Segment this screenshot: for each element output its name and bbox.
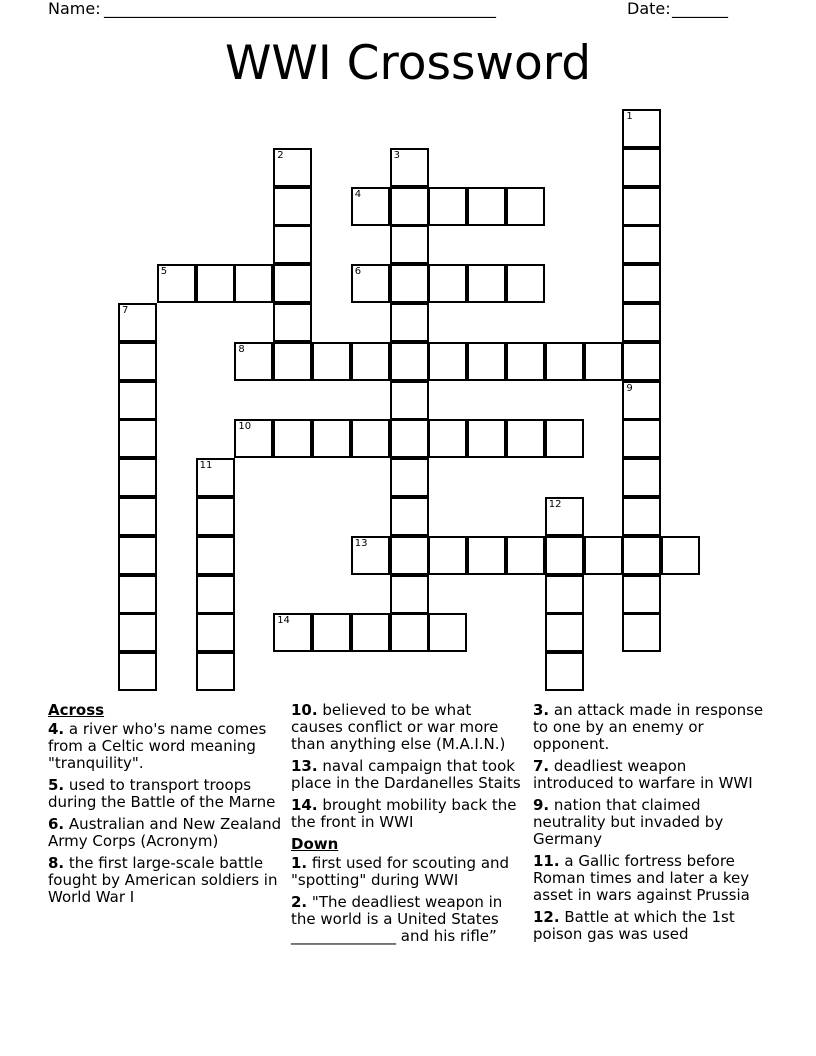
grid-cell[interactable] <box>622 613 661 652</box>
clue-item <box>533 797 768 848</box>
grid-cell[interactable] <box>390 536 429 575</box>
clue-text: Australian and New Zealand Army Corps (Acronym) <box>48 815 282 850</box>
grid-cell[interactable] <box>118 613 157 652</box>
grid-cell[interactable] <box>390 225 429 264</box>
grid-cell[interactable] <box>390 419 429 458</box>
grid-cell[interactable] <box>390 264 429 303</box>
grid-cell[interactable] <box>390 381 429 420</box>
grid-cell[interactable] <box>390 497 429 536</box>
cell-number: 5 <box>160 266 168 278</box>
clue-text: an attack made in response to one by an enemy or opponent. <box>533 701 764 753</box>
grid-cell[interactable] <box>234 342 273 381</box>
cell-number: 1 <box>626 111 633 122</box>
cell-number: 12 <box>548 499 562 510</box>
cell-number: 13 <box>354 537 368 549</box>
cell-number: 6 <box>354 266 362 278</box>
grid-cell[interactable] <box>622 536 661 575</box>
grid-cell[interactable] <box>428 342 467 381</box>
grid-cell[interactable] <box>428 613 467 652</box>
grid-cell[interactable] <box>196 575 235 614</box>
clue-item <box>48 855 283 906</box>
grid-cell[interactable] <box>312 613 351 652</box>
grid-cell[interactable] <box>390 613 429 652</box>
grid-cell[interactable] <box>622 109 661 148</box>
grid-cell[interactable] <box>351 264 390 303</box>
date-label: Date: <box>627 0 671 18</box>
grid-cell[interactable] <box>545 497 584 536</box>
clue-text: first used for scouting and "spotting" during WWI <box>291 854 510 889</box>
grid-cell[interactable] <box>390 575 429 614</box>
clue-text: "The deadliest weapon in the world is a United States ______________ and his rifle” <box>291 893 503 945</box>
clue-text: nation that claimed neutrality but invaded by Germany <box>533 796 724 848</box>
clue-item <box>533 909 768 943</box>
clue-number: 12. <box>533 908 560 926</box>
grid-cell[interactable] <box>622 342 661 381</box>
grid-cell[interactable] <box>157 264 196 303</box>
grid-cell[interactable] <box>118 342 157 381</box>
grid-cell[interactable] <box>584 536 623 575</box>
clue-item <box>48 816 283 850</box>
clue-text: the first large-scale battle fought by American soldiers in World War I <box>48 854 278 906</box>
clue-item <box>291 758 527 792</box>
clue-text: Battle at which the 1st poison gas was used <box>533 908 735 943</box>
grid-cell[interactable] <box>661 536 700 575</box>
grid-cell[interactable] <box>196 536 235 575</box>
page-title: WWI Crossword <box>224 36 592 91</box>
cell-number: 2 <box>277 149 284 161</box>
clue-text: deadliest weapon introduced to warfare in WWI <box>533 757 753 792</box>
grid-cell[interactable] <box>467 536 506 575</box>
grid-cell[interactable] <box>118 536 157 575</box>
clue-text: a river who's name comes from a Celtic word meaning "tranquility". <box>48 720 267 772</box>
grid-cell[interactable] <box>273 342 312 381</box>
clues-column-1 <box>48 702 283 911</box>
name-label: Name: <box>48 0 101 18</box>
grid-cell[interactable] <box>622 497 661 536</box>
clue-number: 13. <box>291 757 318 775</box>
clue-number: 5. <box>48 776 65 794</box>
grid-cell[interactable] <box>196 613 235 652</box>
grid-cell[interactable] <box>428 187 467 226</box>
grid-cell[interactable] <box>506 187 545 226</box>
cell-number: 8 <box>238 343 245 355</box>
grid-cell[interactable] <box>467 187 506 226</box>
clue-item <box>291 797 527 831</box>
grid-cell[interactable] <box>622 187 661 226</box>
grid-cell[interactable] <box>118 652 157 691</box>
down-heading: Down <box>291 835 339 853</box>
cell-number: 3 <box>393 149 400 161</box>
clue-item <box>48 721 283 772</box>
clue-number: 4. <box>48 720 65 738</box>
grid-cell[interactable] <box>118 497 157 536</box>
grid-cell[interactable] <box>273 419 312 458</box>
grid-cell[interactable] <box>118 575 157 614</box>
name-blank[interactable]: _________________________________________________ <box>104 0 496 18</box>
clue-number: 11. <box>533 852 560 870</box>
clue-number: 1. <box>291 854 308 872</box>
grid-cell[interactable] <box>622 419 661 458</box>
cell-number: 4 <box>354 188 362 200</box>
grid-cell[interactable] <box>390 303 429 342</box>
grid-cell[interactable] <box>584 342 623 381</box>
grid-cell[interactable] <box>545 419 584 458</box>
clue-text: a Gallic fortress before Roman times and later a key asset in wars against Prussia <box>533 852 750 904</box>
grid-cell[interactable] <box>622 381 661 420</box>
grid-cell[interactable] <box>196 264 235 303</box>
clue-number: 10. <box>291 701 318 719</box>
cell-number: 10 <box>238 421 252 433</box>
grid-cell[interactable] <box>312 419 351 458</box>
clue-number: 9. <box>533 796 550 814</box>
grid-cell[interactable] <box>351 187 390 226</box>
grid-cell[interactable] <box>118 381 157 420</box>
grid-cell[interactable] <box>506 536 545 575</box>
grid-cell[interactable] <box>196 652 235 691</box>
cell-number: 11 <box>199 460 213 472</box>
grid-cell[interactable] <box>390 458 429 497</box>
clue-item <box>291 702 527 753</box>
clue-text: brought mobility back the the front in WWI <box>291 796 517 831</box>
grid-cell[interactable] <box>351 342 390 381</box>
grid-cell[interactable] <box>390 148 429 187</box>
grid-cell[interactable] <box>234 264 273 303</box>
grid-cell[interactable] <box>545 575 584 614</box>
clue-number: 3. <box>533 701 550 719</box>
grid-cell[interactable] <box>545 342 584 381</box>
grid-cell[interactable] <box>118 303 157 342</box>
grid-cell[interactable] <box>545 536 584 575</box>
grid-cell[interactable] <box>467 419 506 458</box>
clue-number: 8. <box>48 854 65 872</box>
grid-cell[interactable] <box>622 575 661 614</box>
grid-cell[interactable] <box>545 652 584 691</box>
grid-cell[interactable] <box>467 342 506 381</box>
clue-text: naval campaign that took place in the Dardanelles Staits <box>291 757 521 792</box>
grid-cell[interactable] <box>273 148 312 187</box>
clue-item <box>533 758 768 792</box>
grid-cell[interactable] <box>506 419 545 458</box>
grid-cell[interactable] <box>428 536 467 575</box>
grid-cell[interactable] <box>351 419 390 458</box>
clue-item <box>291 894 527 945</box>
cell-number: 7 <box>122 305 129 316</box>
grid-cell[interactable] <box>390 342 429 381</box>
clue-item <box>48 777 283 811</box>
grid-cell[interactable] <box>273 187 312 226</box>
grid-cell[interactable] <box>390 187 429 226</box>
grid-cell[interactable] <box>545 613 584 652</box>
grid-cell[interactable] <box>428 264 467 303</box>
across-heading: Across <box>48 701 105 719</box>
grid-cell[interactable] <box>196 497 235 536</box>
clue-number: 2. <box>291 893 308 911</box>
grid-cell[interactable] <box>118 419 157 458</box>
grid-cell[interactable] <box>622 458 661 497</box>
grid-cell[interactable] <box>196 458 235 497</box>
grid-cell[interactable] <box>622 148 661 187</box>
grid-cell[interactable] <box>273 303 312 342</box>
cell-number: 14 <box>277 615 290 627</box>
grid-cell[interactable] <box>428 419 467 458</box>
clues-column-2 <box>291 702 527 950</box>
grid-cell[interactable] <box>234 419 273 458</box>
grid-cell[interactable] <box>506 342 545 381</box>
clue-number: 6. <box>48 815 65 833</box>
clue-item <box>291 855 527 889</box>
cell-number: 9 <box>626 382 633 394</box>
grid-cell[interactable] <box>351 613 390 652</box>
clue-item <box>533 702 768 753</box>
grid-cell[interactable] <box>273 264 312 303</box>
clue-text: believed to be what causes conflict or war more than anything else (M.A.I.N.) <box>291 701 506 753</box>
grid-cell[interactable] <box>622 264 661 303</box>
clues-column-3 <box>533 702 768 948</box>
grid-cell[interactable] <box>312 342 351 381</box>
grid-cell[interactable] <box>467 264 506 303</box>
grid-cell[interactable] <box>118 458 157 497</box>
grid-cell[interactable] <box>622 303 661 342</box>
grid-cell[interactable] <box>273 613 312 652</box>
grid-cell[interactable] <box>351 536 390 575</box>
date-blank[interactable]: _______ <box>672 0 728 18</box>
clue-number: 7. <box>533 757 550 775</box>
grid-cell[interactable] <box>506 264 545 303</box>
clue-text: used to transport troops during the Battle of the Marne <box>48 776 276 811</box>
grid-cell[interactable] <box>273 225 312 264</box>
grid-cell[interactable] <box>622 225 661 264</box>
clue-number: 14. <box>291 796 318 814</box>
clue-item <box>533 853 768 904</box>
